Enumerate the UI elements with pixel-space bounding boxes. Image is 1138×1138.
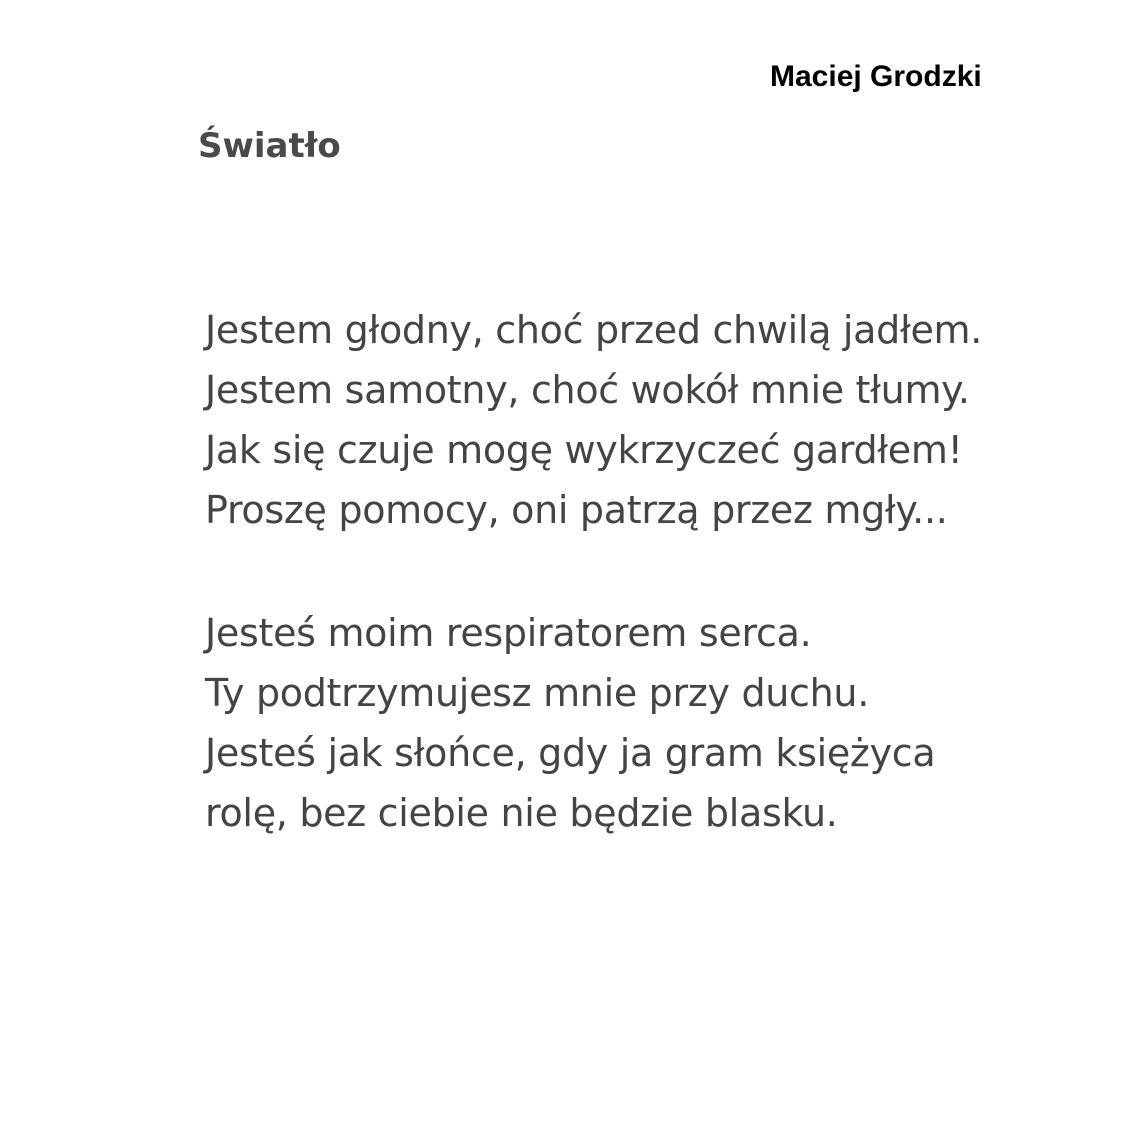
- poem-line: Jestem głodny, choć przed chwilą jadłem.: [205, 308, 983, 352]
- poem-line: Jak się czuje mogę wykrzyczeć gardłem!: [205, 428, 963, 472]
- poem-line: rolę, bez ciebie nie będzie blasku.: [205, 791, 838, 835]
- author-name: Maciej Grodzki: [770, 60, 982, 93]
- poem-line: Ty podtrzymujesz mnie przy duchu.: [205, 671, 869, 715]
- poem-title: Światło: [198, 126, 341, 166]
- stanza-1: [205, 300, 982, 540]
- poem-line: Jesteś jak słońce, gdy ja gram księżyca: [205, 731, 936, 775]
- poem-line: Jesteś moim respiratorem serca.: [205, 611, 812, 655]
- stanza-2: [205, 603, 935, 843]
- poem-line: Proszę pomocy, oni patrzą przez mgły...: [205, 488, 948, 532]
- poem-line: Jestem samotny, choć wokół mnie tłumy.: [205, 368, 970, 412]
